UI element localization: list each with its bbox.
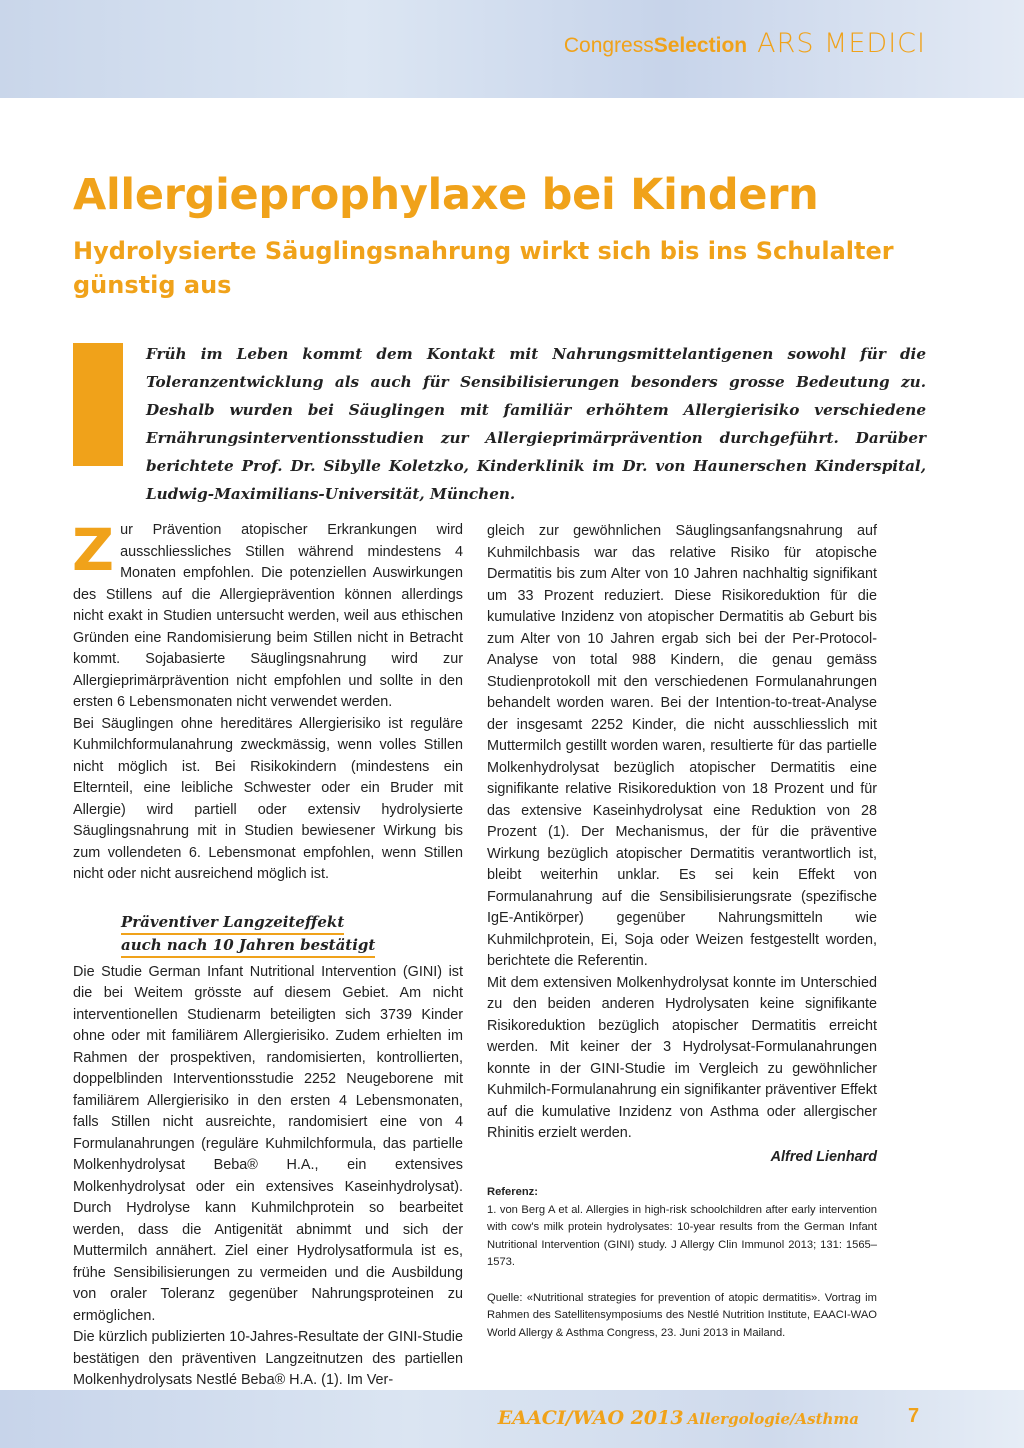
- paragraph-text: ur Prävention atopischer Erkrankungen wird ausschliessliches Stillen während mindestens 4 Monaten empfohlen. Die potenziellen Auswirkungen des Stillens auf die Allergieprävention können allerdings nicht exakt in Studien untersucht werden, weil aus ethischen Gründen eine Randomisierung beim Stillen nicht in Betracht kommt. Sojabasierte Säuglingsnahrung wird zur Allergieprimärprävention nicht empfohlen und sollte in den ersten 6 Lebensmonaten nicht verwendet werden.: [73, 522, 463, 710]
- ars-medici-logo: ARS MEDICI: [757, 28, 926, 59]
- article-lead: Früh im Leben kommt dem Kontakt mit Nahrungsmittelantigenen sowohl für die Toleranzentwicklung als auch für Sensibilisierungen besonders grosse Bedeutung zu. Deshalb wurden bei Säuglingen mit familiär erhöhtem Allergierisiko verschiedene Ernährungsinterventionsstudien zur Allergieprimärprävention durchgeführt. Darüber berichtete Prof. Dr. Sibylle Koletzko, Kinderklinik im Dr. von Haunerschen Kinderspital, Ludwig-Maximilians-Universität, München.: [146, 345, 926, 503]
- dropcap: Z: [72, 516, 115, 584]
- paragraph: Die Studie German Infant Nutritional Intervention (GINI) ist die bei Weitem grösste auf diesem Gebiet. Am nicht interventionellen Studienarm beteiligten sich 3739 Kinder ohne oder mit familiärem Allergierisiko. Zudem erhielten im Rahmen der prospektiven, randomisierten, kontrollierten, doppelblinden Interventionsstudie 2252 Neugeborene mit familiärem Allergierisiko in den ersten 4 Lebensmonaten, falls Stillen nicht ausreichte, randomisiert eine von 4 Formulanahrungen (reguläre Kuhmilchformula, das partielle Molkenhydrolysat Beba® H.A., ein extensives Molkenhydrolysat oder ein extensives Kaseinhydrolysat). Durch Hydrolyse kann Kuhmilchprotein so bearbeitet werden, dass die Antigenität abnimmt und sich der Muttermilch annähert. Ziel einer Hydrolysatformula ist es, frühe Sensibilisierungen zu vermeiden und die Ausbildung von oraler Toleranz gegenüber Nahrungsproteinen zu ermöglichen.: [73, 963, 463, 1324]
- article-author: Alfred Lienhard: [770, 1148, 877, 1165]
- text-column-left: [72, 516, 463, 1392]
- paragraph: gleich zur gewöhnlichen Säuglingsanfangsnahrung auf Kuhmilchbasis war das relative Risiko für atopische Dermatitis bis zum Alter von 10 Jahren nachhaltig signifikant um 33 Prozent reduziert. Diese Risikoreduktion für die kumulative Inzidenz von atopischer Dermatitis ab Geburt bis zum Alter von 10 Jahren ergab sich bei der Per-Protocol-Analyse von total 988 Kindern, die genau gemäss Studienprotokoll mit den verschiedenen Formulanahrungen behandelt worden waren. Bei der Intention-to-treat-Analyse der insgesamt 2252 Kinder, die nicht ausschliesslich mit Muttermilch gestillt worden waren, resultierte für das partielle Molkenhydrolysat bezüglich atopischer Dermatitis eine signifikante relative Risikoreduktion von 18 Prozent und für das extensive Kaseinhydrolysat eine Reduktion von 28 Prozent (1). Der Mechanismus, der für die präventive Wirkung bezüglich atopischer Dermatitis verantwortlich ist, bleibt weiterhin unklar. Es sei kein Effekt von Formulanahrung auf die Sensibilisierungsrate (spezifische IgE-Antikörper) gegenüber Nahrungsmitteln wie Kuhmilchprotein, Ei, Soja oder Weizen festgestellt worden, berichtete die Referentin.: [487, 523, 877, 969]
- article-title: Allergieprophylaxe bei Kindern: [73, 170, 819, 220]
- references: [487, 1184, 877, 1342]
- footer-label: [498, 1407, 859, 1429]
- lead-initial-bar: [73, 343, 123, 466]
- section-heading: [121, 912, 463, 958]
- section-heading-line1: Präventiver Langzeiteffekt: [121, 912, 344, 935]
- references-heading: Referenz:: [487, 1186, 538, 1198]
- footer-category: Allergologie/Asthma: [687, 1410, 859, 1428]
- source-note: Quelle: «Nutritional strategies for prevention of atopic dermatitis». Vortrag im Rahmen des Satellitensymposiums des Nestlé Nutrition Institute, EAACI-WAO World Allergy & Asthma Congress, 23. Juni 2013 in Mailand.: [487, 1291, 877, 1339]
- paragraph: Bei Säuglingen ohne hereditäres Allergierisiko ist reguläre Kuhmilchformulanahrung zweckmässig, wenn volles Stillen nicht möglich ist. Bei Risikokindern (mindestens ein Elternteil, eine leibliche Schwester oder ein Bruder mit Allergie) wird partiell oder extensiv hydrolysierte Säuglingsnahrung mit in Studien bewiesener Wirkung bis zum vollendeten 6. Lebensmonat empfohlen, wenn Stillen nicht oder nicht ausreichend möglich ist.: [73, 715, 463, 882]
- footer-event: EAACI/WAO 2013: [497, 1407, 684, 1429]
- text-column-right: [487, 521, 877, 1342]
- congress-selection-brand: [564, 28, 926, 59]
- page-number: 7: [908, 1405, 920, 1427]
- article-subtitle: Hydrolysierte Säuglingsnahrung wirkt sich bis ins Schulalter günstig aus: [73, 237, 894, 299]
- paragraph: [72, 516, 463, 714]
- brand-bold-text: Selection: [653, 34, 748, 57]
- brand-light-text: Congress: [563, 34, 654, 57]
- paragraph: Mit dem extensiven Molkenhydrolysat konnte im Unterschied zu den beiden anderen Hydrolysaten keine signifikante Risikoreduktion bezüglich atopischer Dermatitis erreicht werden. Mit keiner der 3 Hydrolysat-Formulanahrungen konnte in der GINI-Studie im Vergleich zu gewöhnlicher Kuhmilch-Formulanahrung ein signifikanter präventiver Effekt auf die kumulative Inzidenz von Asthma oder allergischer Rhinitis erzielt werden.: [487, 974, 877, 1141]
- section-heading-line2: auch nach 10 Jahren bestätigt: [121, 935, 375, 958]
- paragraph: Die kürzlich publizierten 10-Jahres-Resultate der GINI-Studie bestätigen den präventiven Langzeitnutzen des partiellen Molkenhydrolysats Nestlé Beba® H.A. (1). Im Ver-: [73, 1329, 463, 1388]
- reference-item: 1. von Berg A et al. Allergies in high-risk schoolchildren after early intervention with cow's milk protein hydrolysates: 10-year results from the German Infant Nutritional Intervention (GINI) study. J Allergy Clin Immunol 2013; 131: 1565–1573.: [487, 1203, 877, 1268]
